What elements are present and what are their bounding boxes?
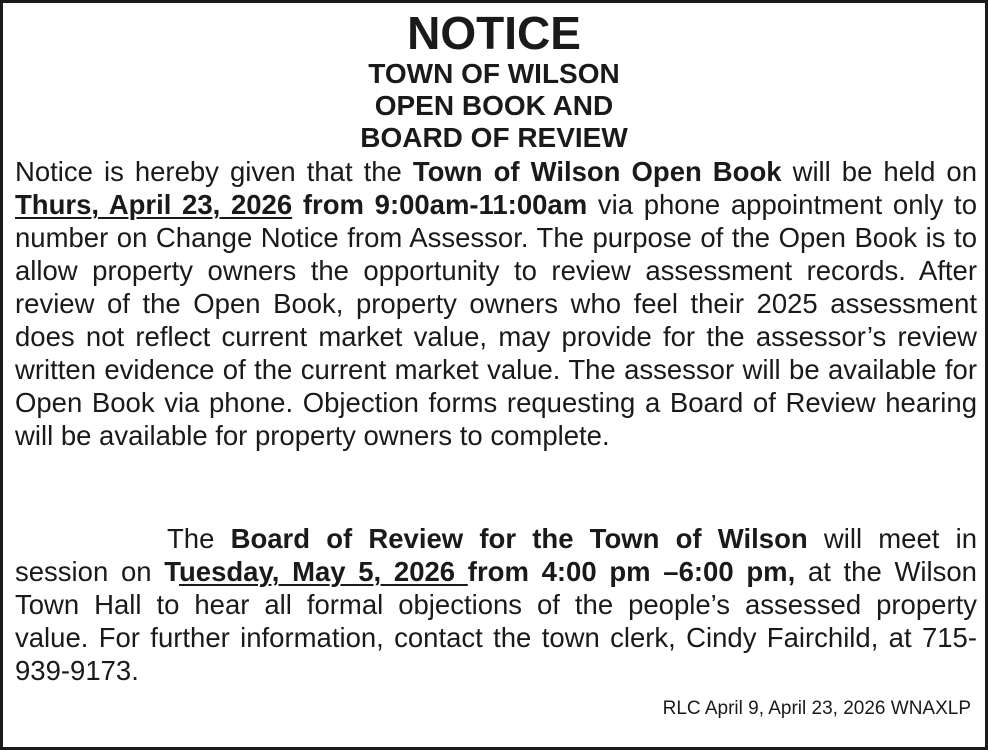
- board-of-review-paragraph: [15, 522, 977, 687]
- open-book-held-on-text: will be held on: [781, 156, 977, 187]
- open-book-paragraph: [15, 155, 977, 452]
- open-book-date: Thurs, April 23, 2026: [15, 189, 293, 220]
- notice-subtitle-board-of-review: BOARD OF REVIEW: [360, 122, 628, 153]
- notice-title: NOTICE: [407, 7, 581, 59]
- open-book-time: from 9:00am-11:00am: [302, 189, 588, 220]
- open-book-spacer: [292, 189, 303, 220]
- board-details-text: at the Wilson Town Hall to hear all formal objections of the people’s assessed property value. For further information, contact the town clerk, Cindy Fairchild, at 715-939-9173.: [15, 556, 977, 686]
- open-book-bold-name: Town of Wilson Open Book: [412, 156, 782, 187]
- publication-footer: RLC April 9, April 23, 2026 WNAXLP: [662, 698, 971, 719]
- notice-subtitle-open-book: OPEN BOOK AND: [374, 90, 614, 121]
- board-date: uesday, May 5, 2026: [179, 556, 468, 587]
- board-intro-text: The: [167, 523, 231, 554]
- open-book-details-text: via phone appointment only to number on Change Notice from Assessor. The purpose of the Open Book is to allow property owners the opportunity to review assessment records. After review of the Open Book, property owners who feel their 2025 assessment does not reflect current market value, may provide for the assessor’s review written evidence of the current market value. The assessor will be available for Open Book via phone. Objection forms requesting a Board of Review hearing will be available for property owners to complete.: [15, 189, 977, 451]
- board-time: from 4:00 pm –6:00 pm,: [467, 556, 796, 587]
- board-date-first-letter: T: [164, 556, 179, 587]
- open-book-intro-text: Notice is hereby given that the: [15, 156, 413, 187]
- board-meet-text: will meet in session on: [15, 523, 978, 587]
- notice-subtitle-town: TOWN OF WILSON: [368, 58, 620, 89]
- board-bold-name: Board of Review for the Town of Wilson: [230, 523, 808, 554]
